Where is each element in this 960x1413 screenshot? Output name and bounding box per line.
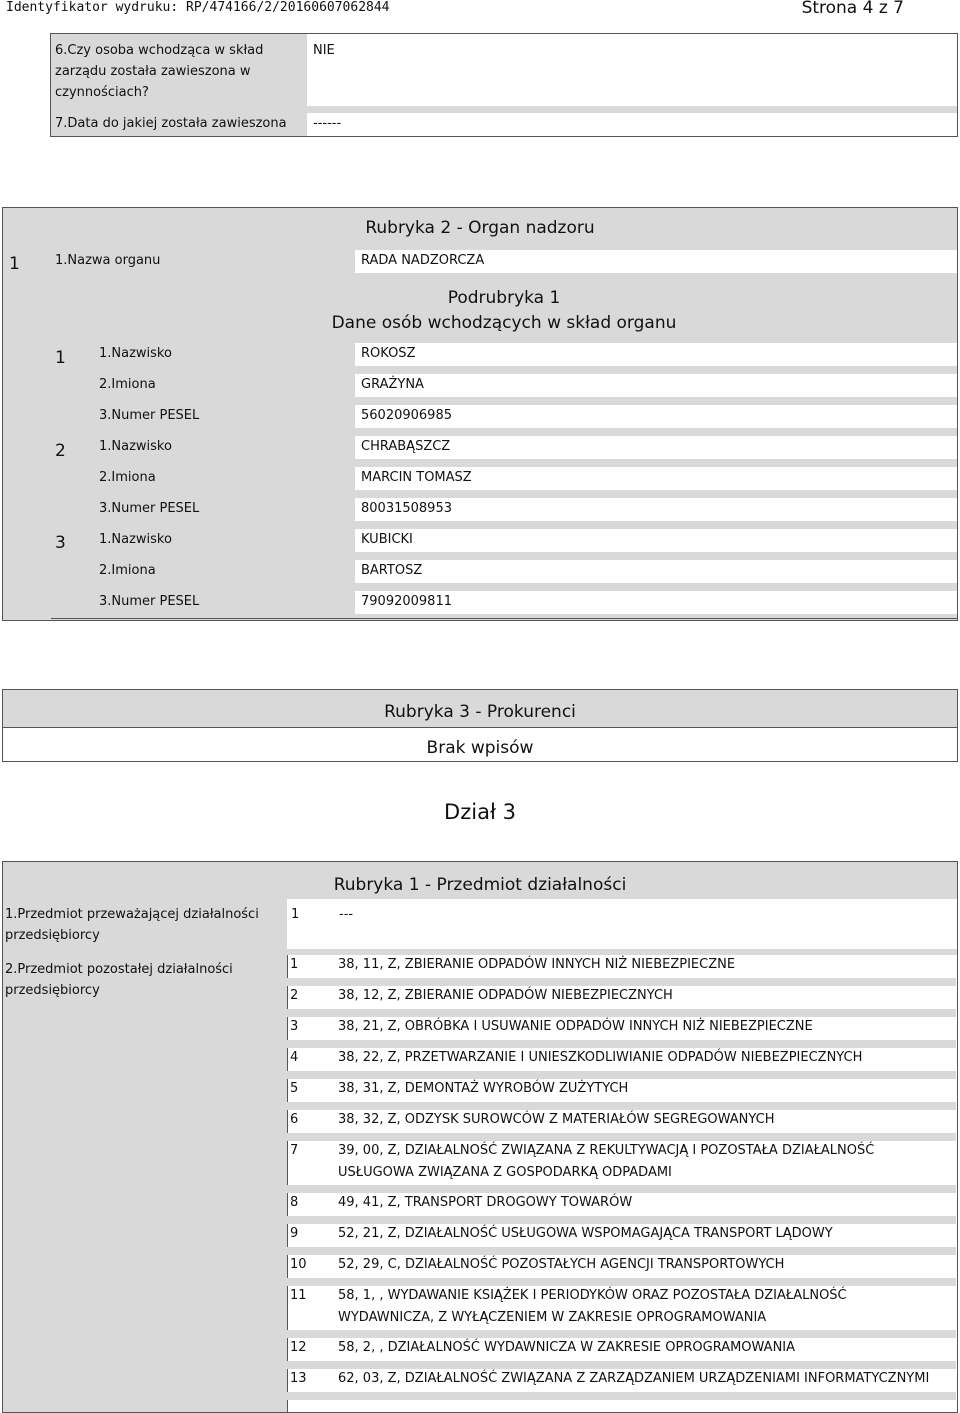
- rubryka-3-empty: Brak wpisów: [426, 738, 534, 758]
- person-2-names-value: MARCIN TOMASZ: [361, 470, 472, 485]
- person-3-pesel-value: 79092009811: [361, 594, 452, 609]
- item-number: 9: [290, 1226, 299, 1241]
- item-text: 38, 21, Z, OBRÓBKA I USUWANIE ODPADÓW INNYCH NIŻ NIEBEZPIECZNE: [338, 1019, 813, 1034]
- item-number: 7: [290, 1143, 299, 1158]
- podrubryka-subtitle: Dane osób wchodzących w skład organu: [331, 313, 677, 333]
- person-1-surname-value: ROKOSZ: [361, 346, 416, 361]
- main-activity-value: ---: [339, 907, 354, 922]
- rubryka-2-title: Rubryka 2 - Organ nadzoru: [365, 218, 595, 238]
- person-1-names-label: 2.Imiona: [99, 377, 156, 392]
- item-text: 49, 41, Z, TRANSPORT DROGOWY TOWARÓW: [338, 1195, 633, 1210]
- item-text: 38, 11, Z, ZBIERANIE ODPADÓW INNYCH NIŻ NIEBEZPIECZNE: [338, 957, 736, 972]
- rubryka-1-title: Rubryka 1 - Przedmiot działalności: [333, 875, 627, 895]
- item-number: 5: [290, 1081, 299, 1096]
- item-text: 52, 21, Z, DZIAŁALNOŚĆ USŁUGOWA WSPOMAGAJĄCA TRANSPORT LĄDOWY: [338, 1226, 833, 1241]
- item-text: 38, 22, Z, PRZETWARZANIE I UNIESZKODLIWIANIE ODPADÓW NIEBEZPIECZNYCH: [338, 1050, 863, 1065]
- suspension-date-value: ------: [313, 116, 342, 131]
- item-text: 62, 03, Z, DZIAŁALNOŚĆ ZWIĄZANA Z ZARZĄDZANIEM URZĄDZENIAMI INFORMATYCZNYMI: [338, 1371, 930, 1386]
- suspension-question-value: NIE: [313, 43, 335, 58]
- item-text: 52, 29, C, DZIAŁALNOŚĆ POZOSTAŁYCH AGENCJI TRANSPORTOWYCH: [338, 1257, 785, 1272]
- person-3-names-label: 2.Imiona: [99, 563, 156, 578]
- person-1-pesel-value: 56020906985: [361, 408, 452, 423]
- organ-name-label: 1.Nazwa organu: [55, 253, 161, 268]
- person-2-number: 2: [55, 441, 66, 461]
- person-2-surname-value: CHRABĄSZCZ: [361, 439, 451, 454]
- person-1-surname-label: 1.Nazwisko: [99, 346, 172, 361]
- person-3-names-value: BARTOSZ: [361, 563, 423, 578]
- rubryka-3-prokurenci: [2, 689, 958, 762]
- item-text: 38, 32, Z, ODZYSK SUROWCÓW Z MATERIAŁÓW SEGREGOWANYCH: [338, 1112, 775, 1127]
- item-number: 4: [290, 1050, 299, 1065]
- person-3-number: 3: [55, 533, 66, 553]
- item-number: 1: [290, 957, 299, 972]
- person-3-surname-value: KUBICKI: [361, 532, 413, 547]
- item-number: 6: [290, 1112, 299, 1127]
- person-3-surname-label: 1.Nazwisko: [99, 532, 172, 547]
- item-text: 38, 12, Z, ZBIERANIE ODPADÓW NIEBEZPIECZNYCH: [338, 988, 673, 1003]
- dzial-3-title: Dział 3: [444, 800, 516, 824]
- rubryka-2-organ-nadzoru: [2, 207, 958, 621]
- item-text: 58, 2, , DZIAŁALNOŚĆ WYDAWNICZA W ZAKRESIE OPROGRAMOWANIA: [338, 1340, 796, 1355]
- person-3-pesel-label: 3.Numer PESEL: [99, 594, 200, 609]
- item-number: 3: [290, 1019, 299, 1034]
- item-number: 10: [290, 1257, 307, 1272]
- main-activity-label: 1.Przedmiot przeważającej działalności przedsiębiorcy: [5, 907, 259, 943]
- item-number: 11: [290, 1288, 307, 1303]
- person-2-surname-label: 1.Nazwisko: [99, 439, 172, 454]
- member-suspension-table: [50, 33, 958, 137]
- suspension-question-label: 6.Czy osoba wchodząca w skład zarządu została zawieszona w czynnościach?: [55, 43, 264, 100]
- page-number: Strona 4 z 7: [801, 0, 904, 18]
- rubryka-3-title: Rubryka 3 - Prokurenci: [384, 702, 576, 722]
- item-number: 8: [290, 1195, 299, 1210]
- item-text: 38, 31, Z, DEMONTAŻ WYROBÓW ZUŻYTYCH: [338, 1081, 629, 1096]
- organ-number: 1: [9, 254, 20, 274]
- person-2-names-label: 2.Imiona: [99, 470, 156, 485]
- organ-name-value: RADA NADZORCZA: [361, 253, 485, 268]
- print-identifier: Identyfikator wydruku: RP/474166/2/20160607062844: [6, 0, 390, 15]
- item-number: 12: [290, 1340, 307, 1355]
- suspension-date-label: 7.Data do jakiej została zawieszona: [55, 116, 287, 131]
- item-text: 39, 00, Z, DZIAŁALNOŚĆ ZWIĄZANA Z REKULTYWACJĄ I POZOSTAŁA DZIAŁALNOŚĆ USŁUGOWA ZWIĄZANA Z GOSPODARKĄ ODPADAMI: [338, 1143, 875, 1180]
- other-activity-label: 2.Przedmiot pozostałej działalności przedsiębiorcy: [5, 962, 233, 998]
- person-2-pesel-label: 3.Numer PESEL: [99, 501, 200, 516]
- main-activity-number: 1: [291, 907, 300, 922]
- person-1-names-value: GRAŻYNA: [361, 377, 424, 392]
- podrubryka-title: Podrubryka 1: [447, 288, 561, 308]
- person-2-pesel-value: 80031508953: [361, 501, 452, 516]
- person-1-number: 1: [55, 348, 66, 368]
- item-number: 13: [290, 1371, 307, 1386]
- item-number: 2: [290, 988, 299, 1003]
- item-text: 58, 1, , WYDAWANIE KSIĄŻEK I PERIODYKÓW ORAZ POZOSTAŁA DZIAŁALNOŚĆ WYDAWNICZA, Z WYŁĄCZENIEM W ZAKRESIE OPROGRAMOWANIA: [338, 1288, 847, 1325]
- person-1-pesel-label: 3.Numer PESEL: [99, 408, 200, 423]
